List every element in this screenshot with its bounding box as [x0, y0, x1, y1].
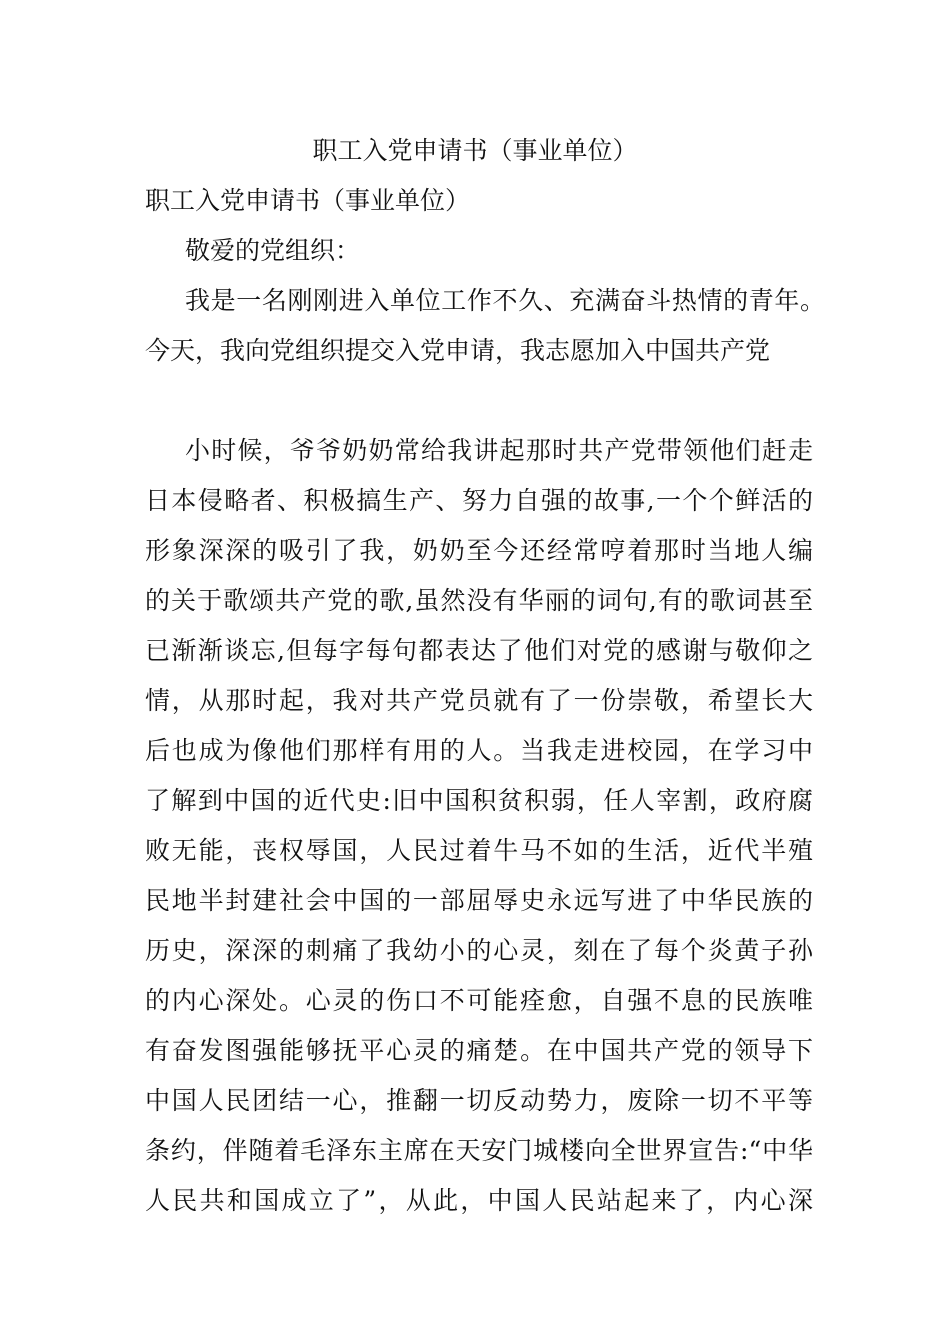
paragraph-2-line: 情，从那时起，我对共产党员就有了一份崇敬，希望长大 — [145, 686, 813, 715]
paragraph-2-line: 历史，深深的刺痛了我幼小的心灵，刻在了每个炎黄子孙 — [145, 936, 813, 965]
paragraph-1-line: 今天，我向党组织提交入党申请，我志愿加入中国共产党 — [145, 336, 771, 365]
paragraph-2-line: 的内心深处。心灵的伤口不可能痊愈，自强不息的民族唯 — [145, 986, 813, 1015]
salutation: 敬爱的党组织： — [185, 236, 361, 265]
paragraph-2-line: 已渐渐谈忘,但每字每句都表达了他们对党的感谢与敬仰之 — [145, 636, 813, 665]
paragraph-2-line: 中国人民团结一心，推翻一切反动势力，废除一切不平等 — [145, 1086, 813, 1115]
paragraph-2-line: 败无能，丧权辱国，人民过着牛马不如的生活，近代半殖 — [145, 836, 813, 865]
paragraph-2-line: 后也成为像他们那样有用的人。当我走进校园，在学习中 — [145, 736, 813, 765]
paragraph-2-line: 了解到中国的近代史:旧中国积贫积弱，任人宰割，政府腐 — [145, 786, 813, 815]
paragraph-2-line: 小时候，爷爷奶奶常给我讲起那时共产党带领他们赶走 — [185, 436, 813, 465]
paragraph-2-line: 民地半封建社会中国的一部屈辱史永远写进了中华民族的 — [145, 886, 813, 915]
paragraph-2-line: 条约，伴随着毛泽东主席在天安门城楼向全世界宣告:“中华 — [145, 1136, 813, 1165]
paragraph-2-line: 有奋发图强能够抚平心灵的痛楚。在中国共产党的领导下 — [145, 1036, 813, 1065]
paragraph-1-line: 我是一名刚刚进入单位工作不久、充满奋斗热情的青年。 — [185, 286, 825, 315]
paragraph-2-line: 日本侵略者、积极搞生产、努力自强的故事,一个个鲜活的 — [145, 486, 813, 515]
document-subtitle: 职工入党申请书（事业单位） — [145, 186, 471, 215]
document-title: 职工入党申请书（事业单位） — [312, 136, 638, 165]
paragraph-2-line: 的关于歌颂共产党的歌,虽然没有华丽的词句,有的歌词甚至 — [145, 586, 813, 615]
paragraph-2-line: 形象深深的吸引了我，奶奶至今还经常哼着那时当地人编 — [145, 536, 813, 565]
paragraph-2-line: 人民共和国成立了”，从此，中国人民站起来了，内心深 — [145, 1186, 813, 1215]
